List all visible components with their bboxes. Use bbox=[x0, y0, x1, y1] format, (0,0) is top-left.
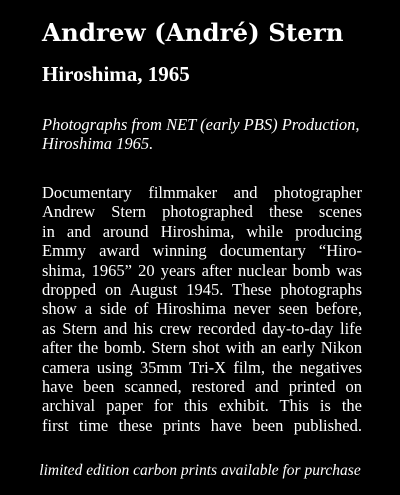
purchase-note: limited edition carbon prints available for purchase bbox=[39, 462, 361, 479]
description-line: in and around Hiroshima, while producing bbox=[42, 221, 362, 241]
description-line: show a side of Hiroshima never seen before, bbox=[42, 299, 362, 319]
description-line: first time these prints have been published. bbox=[42, 415, 362, 435]
production-credit bbox=[42, 115, 362, 153]
exhibit-title: Andrew (André) Stern bbox=[42, 18, 344, 47]
exhibit-description bbox=[42, 183, 362, 435]
description-line: shima, 1965” 20 years after nuclear bomb was bbox=[42, 260, 362, 280]
description-line: after the bomb. Stern shot with an early Nikon bbox=[42, 338, 362, 358]
description-line: Documentary filmmaker and photographer bbox=[42, 183, 362, 202]
description-line: dropped on August 1945. These photographs bbox=[42, 280, 362, 300]
description-line: camera using 35mm Tri-X film, the negatives bbox=[42, 357, 362, 377]
credit-line: Hiroshima 1965. bbox=[42, 134, 154, 153]
description-line: archival paper for this exhibit. This is the bbox=[42, 396, 362, 416]
description-line: have been scanned, restored and printed on bbox=[42, 377, 362, 397]
description-line: as Stern and his crew recorded day-to-day life bbox=[42, 318, 362, 338]
description-line: Andrew Stern photographed these scenes bbox=[42, 202, 362, 222]
exhibit-subtitle: Hiroshima, 1965 bbox=[42, 62, 190, 86]
description-line: Emmy award winning documentary “Hiro- bbox=[42, 241, 362, 261]
credit-line: Photographs from NET (early PBS) Production, bbox=[42, 115, 360, 134]
